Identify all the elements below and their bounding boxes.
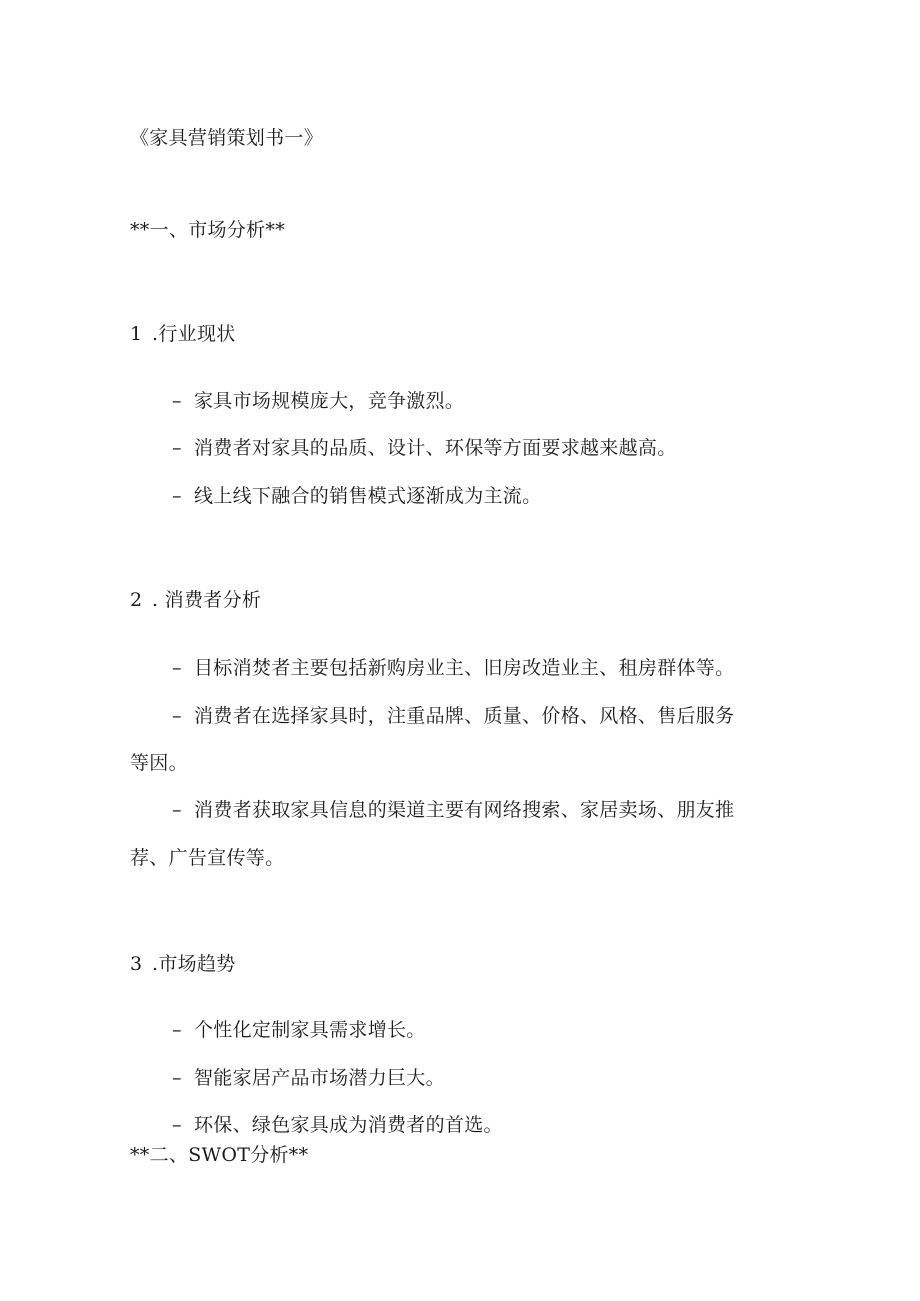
subsection-heading-industry-status [130,322,236,346]
list-item-text: 消费者在选择家具时，注重品牌、质量、价格、风格、售后服务 [194,705,735,727]
list-item [172,1018,426,1042]
list-item [172,436,677,460]
subsection-label: .市场趋势 [152,953,236,975]
subsection-heading-consumer-analysis [130,588,261,612]
list-item-text: 智能家居产品市场潜力巨大。 [194,1067,445,1089]
list-item-text: 消费者对家具的品质、设计、环保等方面要求越来越高。 [194,437,677,459]
bullet-dash: – [172,485,182,507]
document-title: 《家具营销策划书一》 [130,127,324,149]
list-item [172,1066,445,1090]
bullet-dash: – [172,657,182,679]
list-item-text: 家具市场规模庞大，竞争激烈。 [194,390,465,412]
section-heading-market-analysis: **一、市场分析** [130,219,286,241]
list-item [172,389,464,413]
list-item-continuation: 荐、广告宣传等。 [130,847,285,869]
bullet-dash: – [172,705,182,727]
bullet-dash: – [172,1019,182,1041]
list-item-text: 环保、绿色家具成为消费者的首选。 [194,1114,503,1136]
bullet-dash: – [172,1067,182,1089]
list-item [172,704,734,728]
subsection-label: .行业现状 [152,323,236,345]
subsection-number: 3 [130,953,143,975]
list-item-text: 个性化定制家具需求增长。 [194,1019,426,1041]
list-item-text: 线上线下融合的销售模式逐渐成为主流。 [194,485,542,507]
list-item [172,1113,503,1137]
bullet-dash: – [172,390,182,412]
subsection-heading-market-trends [130,952,236,976]
subsection-number: 2 [130,589,143,611]
bullet-dash: – [172,437,182,459]
subsection-label: . 消费者分析 [152,589,262,611]
bullet-dash: – [172,1114,182,1136]
section-heading-swot-analysis: **二、SWOT分析** [130,1144,309,1166]
list-item-text: 消费者获取家具信息的渠道主要有网络搜索、家居卖场、朋友推 [194,799,735,821]
list-item-text: 目标消焚者主要包括新购房业主、旧房改造业主、租房群体等。 [194,657,735,679]
list-item [172,798,734,822]
list-item-continuation: 等因。 [130,752,188,774]
list-item [172,484,541,508]
subsection-number: 1 [130,323,143,345]
bullet-dash: – [172,799,182,821]
list-item [172,656,734,680]
